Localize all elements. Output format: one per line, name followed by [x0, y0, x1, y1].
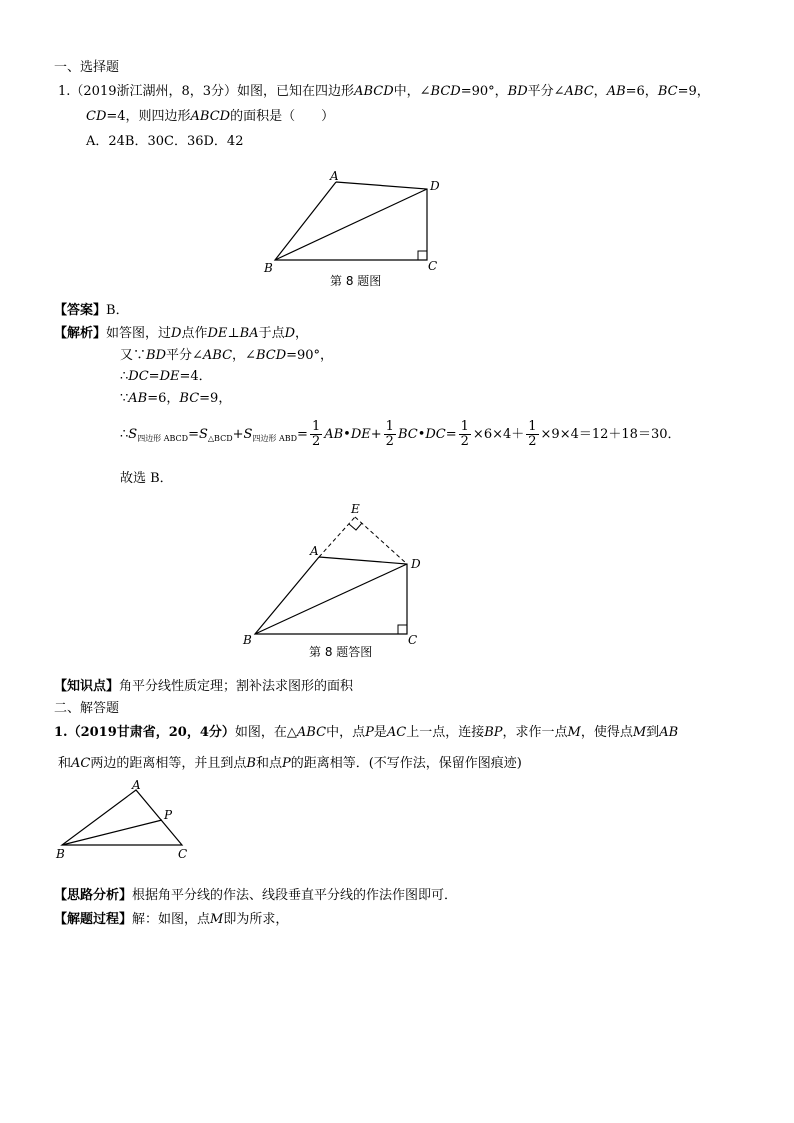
question2-line-2: 和AC两边的距离相等，并且到点B和点P的距离相等．(不写作法，保留作图痕迹) [58, 756, 522, 771]
vertex-label-b: B [56, 847, 65, 861]
diagonal-bd [275, 189, 427, 260]
vertex-label-a: A [310, 544, 319, 558]
figure-caption: 第 8 题图 [330, 274, 382, 288]
perpendicular-de [355, 517, 407, 564]
vertex-label-b: B [243, 633, 252, 647]
vertex-label-e: E [351, 502, 360, 516]
question-source: （2019甘肃省，20，4分） [67, 725, 235, 740]
idea-analysis: 【思路分析】根据角平分线的作法、线段垂直平分线的作法作图即可． [54, 888, 458, 903]
vertex-label-b: B [264, 261, 273, 275]
vertex-label-c: C [178, 847, 188, 861]
answer-choices: A．24B．30C．36D．42 [86, 134, 244, 149]
figure-caption: 第 8 题答图 [309, 645, 373, 659]
vertex-label-a: A [330, 169, 339, 183]
vertex-label-a: A [132, 778, 141, 792]
knowledge-tag: 【知识点】 [54, 679, 120, 694]
figure-quadrilateral [250, 164, 450, 292]
quadrilateral-outline [275, 182, 427, 260]
question-source: （2019浙江湖州，8，3分） [70, 84, 238, 99]
vertex-label-c: C [408, 633, 418, 647]
area-equation: $\therefore S_{四边形 ABCD}=S_{\triangle BCD}+S_{四边形 ABD}=$ $\frac{1}{2}$ AB•DE+ $\frac{1}{2}$ BC•DC= $\frac{1}{2}$ ×6×4＋ $\frac{1}{2}$ ×9×4＝12＋18＝30． [120, 419, 681, 449]
question-line-2: CD=4，则四边形ABCD的面积是（ ） [86, 109, 335, 124]
answer-tag: 【答案】 [54, 303, 107, 318]
figure-answer-quadrilateral [235, 500, 435, 665]
analysis-line-3: ∴DC=DE=4． [120, 369, 212, 384]
analysis-line-4: ∵AB=6，BC=9， [120, 391, 232, 406]
diagonal-bd [255, 564, 407, 634]
analysis-tag: 【解析】 [54, 326, 107, 341]
right-angle-mark-c [398, 625, 407, 634]
knowledge-point: 【知识点】角平分线性质定理；割补法求图形的面积 [54, 679, 354, 694]
analysis-line-1: 【解析】如答图，过D点作DE⊥BA于点D， [54, 326, 309, 341]
answer: 【答案】B． [54, 303, 129, 318]
section-title: 一、选择题 [54, 60, 120, 75]
analysis-conclusion: 故选 B． [120, 471, 173, 486]
question2-line-1: 1.（2019甘肃省，20，4分）如图，在△ABC中，点P是AC上一点，连接BP，求作一点M，使得点M到AB [54, 725, 679, 740]
section-title-2: 二、解答题 [54, 701, 120, 716]
right-angle-mark-e [349, 523, 362, 530]
solution-tag: 【解题过程】 [54, 912, 133, 927]
analysis-line-2: 又∵BD平分∠ABC，∠BCD=90°， [120, 348, 334, 363]
question-number: 1. [58, 84, 71, 99]
vertex-label-d: D [411, 557, 421, 571]
right-angle-mark [418, 251, 427, 260]
question-number: 1. [54, 725, 68, 740]
segment-bp [62, 820, 162, 845]
figure-triangle [50, 778, 210, 864]
extension-ae [319, 517, 355, 557]
idea-tag: 【思路分析】 [54, 888, 133, 903]
question-line-1: 1.（2019浙江湖州，8，3分）如图，已知在四边形ABCD中，∠BCD=90°，BD平分∠ABC，AB=6，BC=9， [58, 84, 710, 99]
vertex-label-d: D [430, 179, 440, 193]
vertex-label-c: C [428, 259, 438, 273]
point-label-p: P [164, 808, 173, 822]
quadrilateral-outline [255, 557, 407, 634]
solution-process: 【解题过程】解：如图，点M即为所求， [54, 912, 289, 927]
